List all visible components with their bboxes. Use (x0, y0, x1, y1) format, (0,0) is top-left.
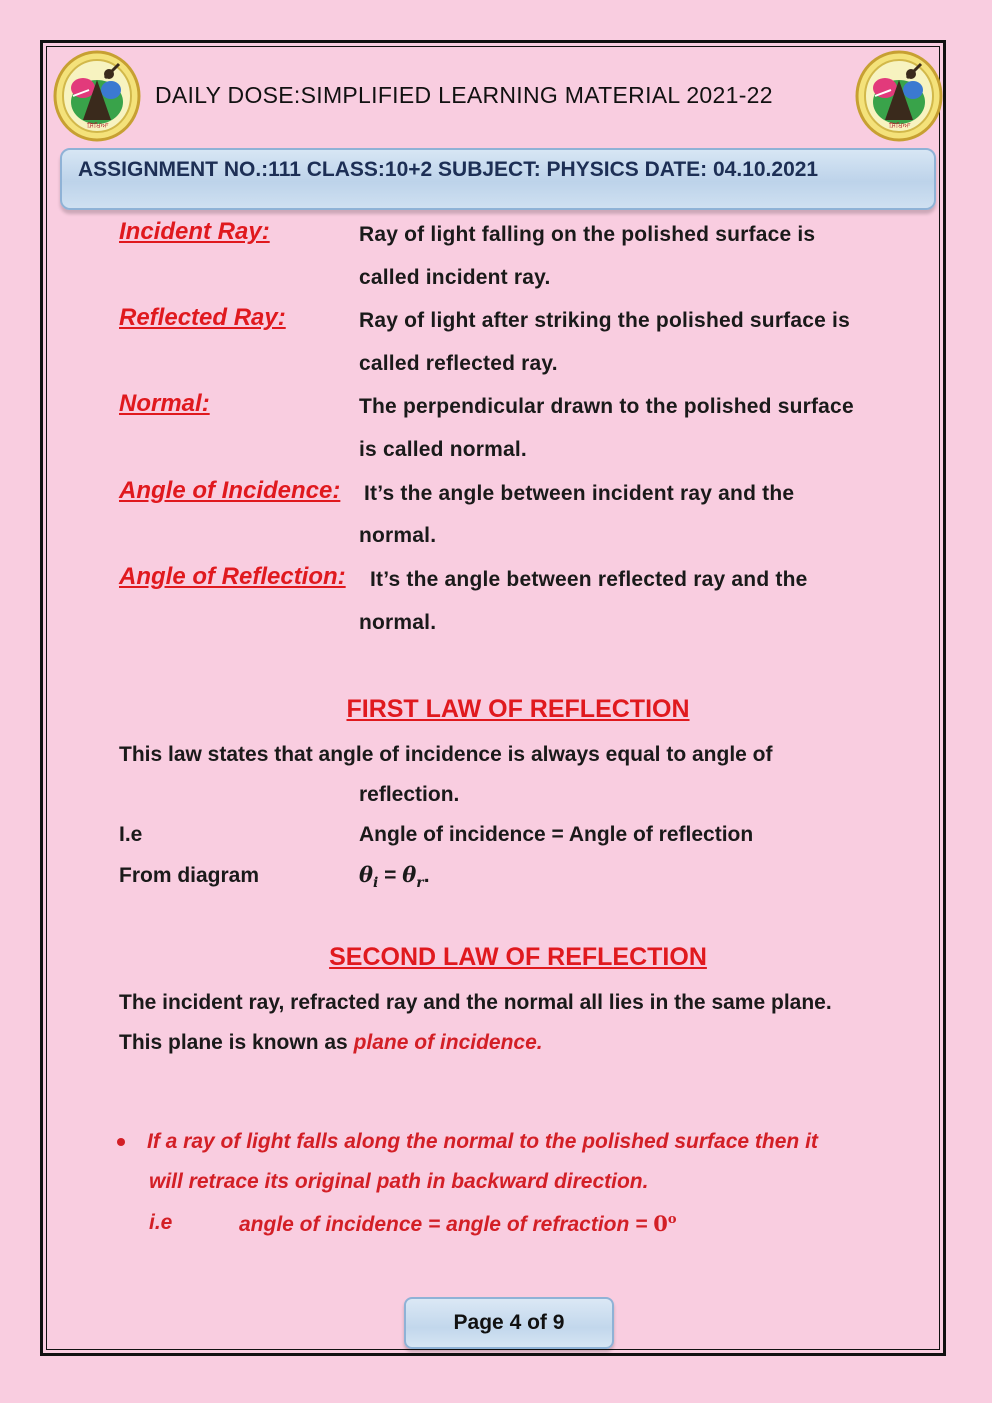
first-law-heading: FIRST LAW OF REFLECTION (346, 695, 690, 723)
bullet-icon (117, 1138, 125, 1146)
definition-line: It’s the angle between incident ray and the (364, 482, 795, 505)
svg-text:ਸਿੱਖਿਆ: ਸਿੱਖਿਆ (889, 122, 911, 130)
second-law-text-prefix: This plane is known as (119, 1031, 354, 1054)
definition-line: normal. (359, 524, 437, 547)
note-equation-text: angle of incidence = angle of refraction = (239, 1213, 654, 1236)
theta-symbol: θ (402, 862, 417, 887)
period: . (423, 864, 430, 887)
second-law-text: The incident ray, refracted ray and the normal all lies in the same plane. (119, 991, 832, 1014)
subscript-i: i (373, 875, 379, 892)
definition-line: called reflected ray. (359, 352, 558, 375)
diagram-label: From diagram (119, 864, 260, 887)
page-number-badge: Page 4 of 9 (404, 1297, 614, 1349)
assignment-info: ASSIGNMENT NO.:111 CLASS:10+2 SUBJECT: PHYSICS DATE: 04.10.2021 (78, 158, 819, 181)
school-emblem-logo-left (53, 50, 141, 142)
first-law-text: reflection. (359, 783, 460, 806)
definition-line: called incident ray. (359, 266, 551, 289)
term-reflected-ray: Reflected Ray: (119, 304, 286, 331)
note-ie-label: i.e (149, 1211, 173, 1234)
subscript-r: r (416, 875, 424, 892)
definition-line: Ray of light falling on the polished surface is (359, 223, 816, 246)
definition-line: The perpendicular drawn to the polished surface (359, 395, 854, 418)
second-law-heading: SECOND LAW OF REFLECTION (329, 943, 707, 971)
law-equation-text: Angle of incidence = Angle of reflection (359, 823, 754, 846)
term-angle-of-reflection: Angle of Reflection: (119, 563, 346, 590)
ie-label: I.e (119, 823, 143, 846)
plane-of-incidence-term: plane of incidence. (353, 1031, 543, 1054)
theta-symbol: θ (359, 862, 374, 887)
zero-value: 0 (653, 1211, 668, 1236)
note-text: will retrace its original path in backward direction. (149, 1170, 649, 1193)
term-angle-of-incidence: Angle of Incidence: (119, 477, 341, 504)
note-text: If a ray of light falls along the normal to the polished surface then it (147, 1130, 818, 1153)
first-law-text: This law states that angle of incidence is always equal to angle of (119, 743, 773, 766)
document-title: DAILY DOSE:SIMPLIFIED LEARNING MATERIAL 2021-22 (155, 82, 773, 108)
equals-sign: = (378, 864, 403, 887)
term-incident-ray: Incident Ray: (119, 218, 270, 245)
svg-text:ਸਿੱਖਿਆ: ਸਿੱਖਿਆ (87, 122, 109, 130)
school-emblem-logo-right (855, 50, 943, 142)
theta-equation (359, 862, 430, 891)
second-law-text (119, 1031, 543, 1055)
definition-line: Ray of light after striking the polished surface is (359, 309, 850, 332)
degree-symbol: o (667, 1212, 677, 1227)
note-equation (239, 1211, 677, 1237)
definition-line: It’s the angle between reflected ray and the (370, 568, 808, 591)
term-normal: Normal: (119, 390, 210, 417)
definition-line: is called normal. (359, 438, 527, 461)
definition-line: normal. (359, 611, 437, 634)
